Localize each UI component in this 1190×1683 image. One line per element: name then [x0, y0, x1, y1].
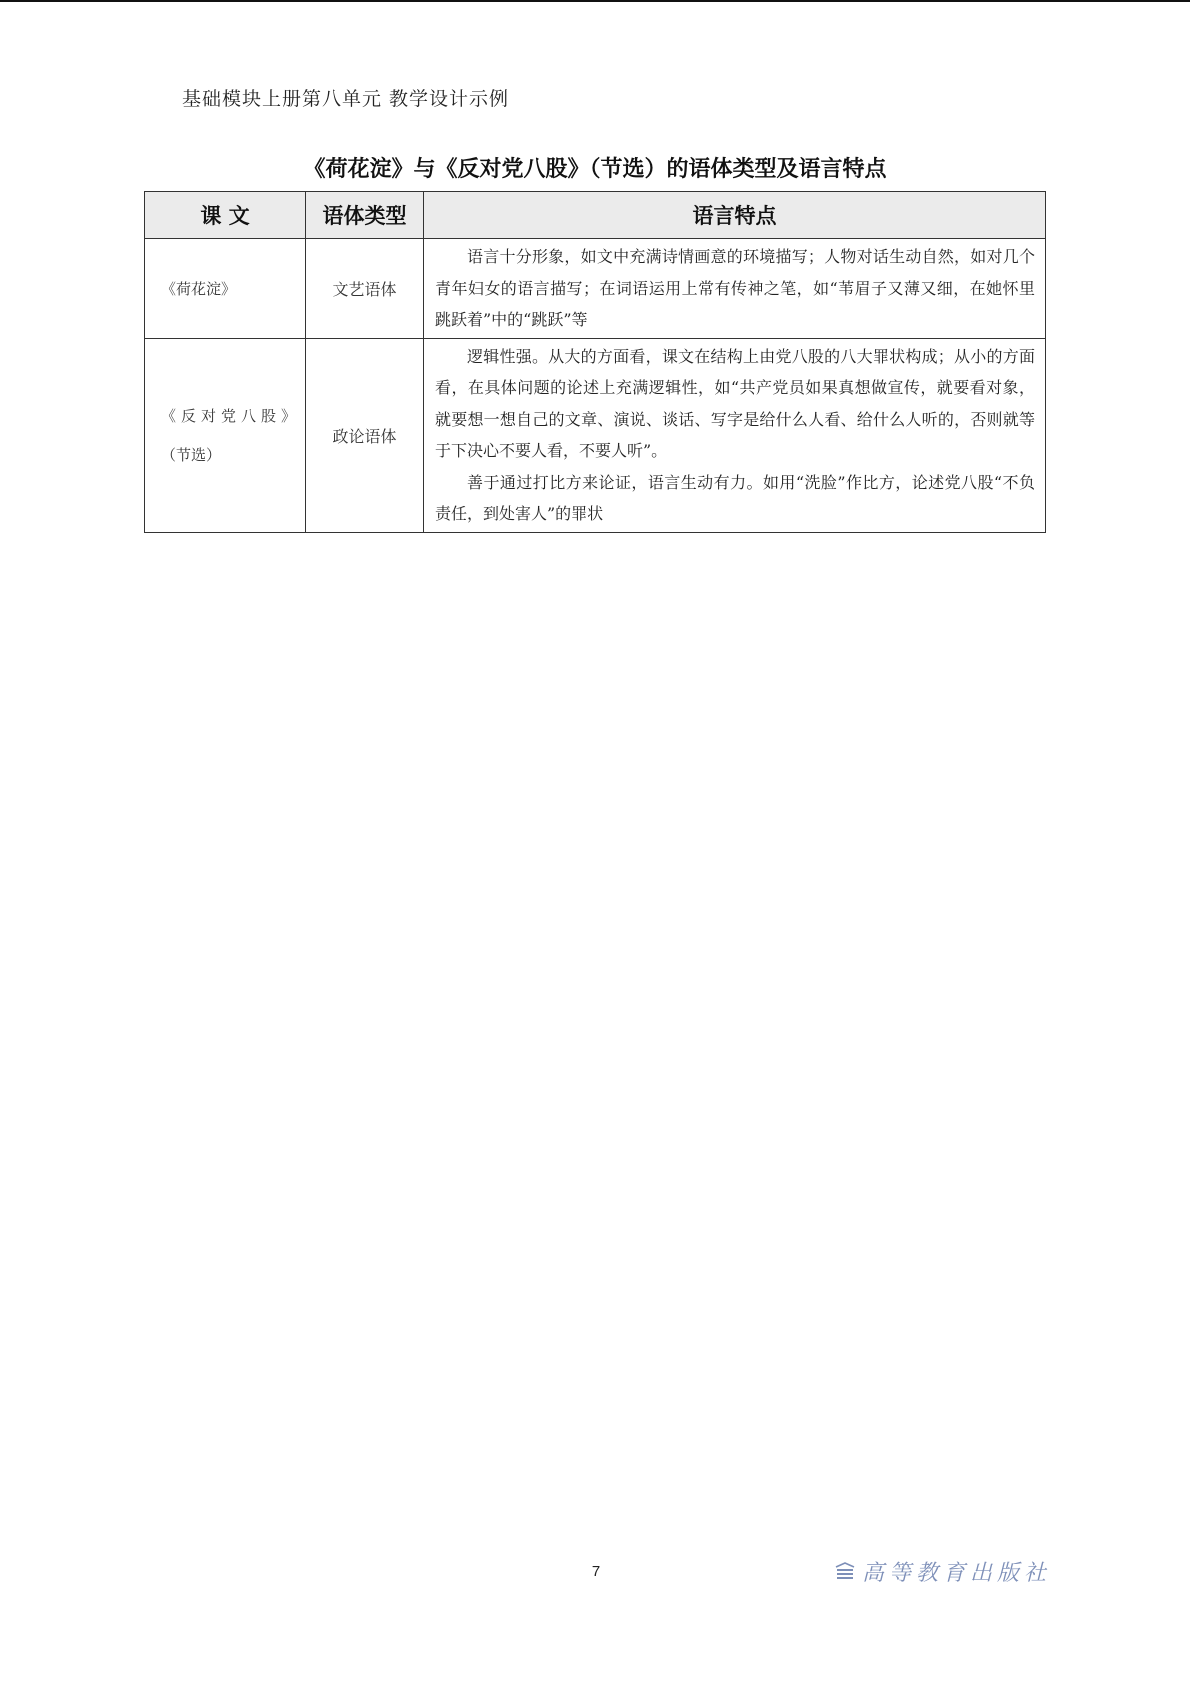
text-title-cell	[145, 239, 306, 339]
text-title-cell	[145, 338, 306, 532]
features-cell	[424, 338, 1046, 532]
genre-cell: 文艺语体	[306, 239, 424, 339]
publisher-mark	[834, 1556, 1051, 1587]
page-number: 7	[591, 1563, 601, 1580]
feature-paragraph: 善于通过打比方来论证，语言生动有力。如用“洗脸”作比方，论述党八股“不负责任，到处害人”的罪状	[435, 472, 1035, 523]
running-header: 基础模块上册第八单元 教学设计示例	[182, 88, 510, 110]
table-row	[145, 239, 1046, 339]
publisher-logo-icon	[834, 1561, 856, 1583]
comparison-table	[144, 191, 1046, 533]
publisher-name: 高等教育出版社	[862, 1561, 1052, 1586]
text-title: 《反对党八股》	[161, 407, 302, 425]
table-header-row	[145, 192, 1046, 239]
text-title: 《荷花淀》	[161, 279, 237, 298]
table-row	[145, 338, 1046, 532]
text-title-note: （节选）	[161, 446, 222, 464]
column-header-genre: 语体类型	[306, 192, 424, 239]
genre-cell: 政论语体	[306, 338, 424, 532]
top-rule	[0, 0, 1190, 2]
column-header-features: 语言特点	[424, 192, 1046, 239]
features-cell	[424, 239, 1046, 339]
feature-paragraph: 语言十分形象，如文中充满诗情画意的环境描写；人物对话生动自然，如对几个青年妇女的语言描写；在词语运用上常有传神之笔，如“苇眉子又薄又细，在她怀里跳跃着”中的“跳跃”等	[435, 247, 1035, 329]
feature-paragraph: 逻辑性强。从大的方面看，课文在结构上由党八股的八大罪状构成；从小的方面看，在具体问题的论述上充满逻辑性，如“共产党员如果真想做宣传，就要看对象，就要想一想自己的文章、演说、谈话、写字是给什么人看、给什么人听的，否则就等于下决心不要人看，不要人听”。	[435, 346, 1035, 460]
document-title: 《荷花淀》与《反对党八股》（节选）的语体类型及语言特点	[303, 157, 887, 182]
column-header-text: 课 文	[145, 192, 306, 239]
